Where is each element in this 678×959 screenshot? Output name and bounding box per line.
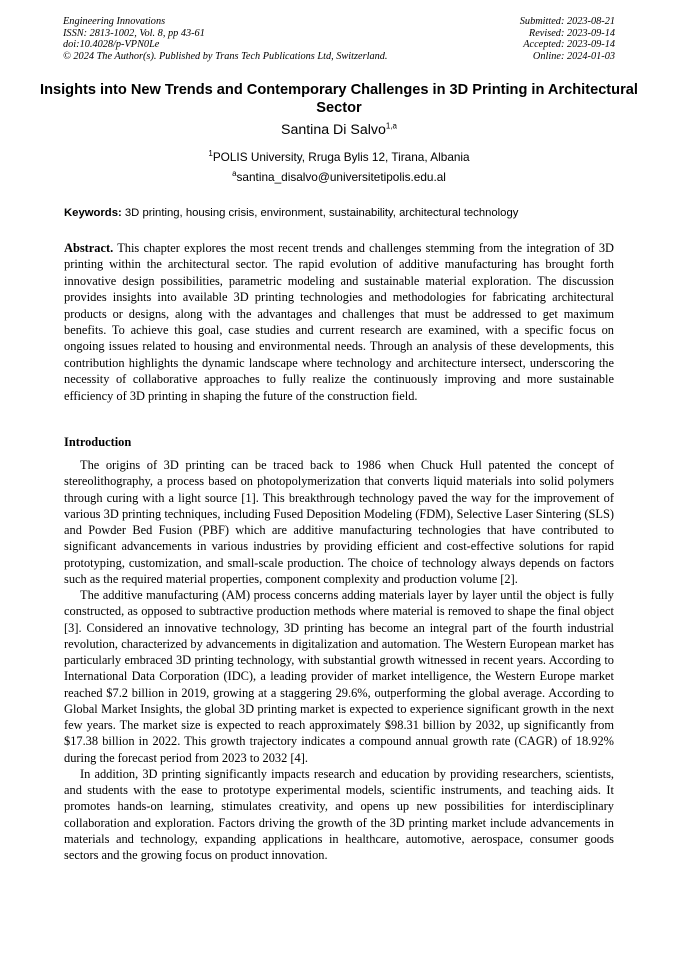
abstract-text: This chapter explores the most recent trends and challenges stemming from the integration of 3D printing within the architectural sector. The rapid evolution of additive manufacturing has brought forth innovative design possibilities, parametric modeling and sustainable material exploration. The discussion provides insights into available 3D printing technologies and methodologies for fabricating architectural products or designs, along with the advantages and challenges that must be addressed to get maximum benefits. To achieve this goal, case studies and current research are examined, with a specific focus on ongoing issues related to housing and environmental needs. Through an analysis of these developments, this contribution highlights the dynamic landscape where technology and architecture intersect, underscoring the necessity of collaborative approaches to fully realize the continuously improving and more sustainable efficiency of 3D printing in shaping the future of the construction field. [64,241,614,403]
author-name: Santina Di Salvo [280,122,386,138]
author-sup: 1,a [385,121,397,131]
affiliation [0,150,678,164]
journal-doi: doi:10.4028/p-VPN0Le [63,39,160,51]
journal-issn: ISSN: 2813-1002, Vol. 8, pp 43-61 [63,27,205,39]
affiliation-text: POLIS University, Rruga Bylis 12, Tirana, Albania [212,150,470,164]
revised-date: Revised: 2023-09-14 [528,27,615,39]
journal-name: Engineering Innovations [63,16,166,27]
section-heading-introduction: Introduction [64,435,132,449]
introduction-body [64,457,614,863]
affiliation-sup: 1 [208,149,213,159]
online-date: Online: 2024-01-03 [532,50,615,62]
journal-info [63,16,387,62]
paragraph: The additive manufacturing (AM) process concerns adding materials layer by layer until the object is fully constructed, as opposed to subtractive production methods where material is removed to shape the final object [3]. Considered an innovative technology, 3D printing has become an integral part of the fourth industrial revolution, characterized by advancements in digitalization and automation. The Western European market has particularly embraced 3D printing technology, with substantial growth witnessed in recent years. According to International Data Corporation (IDC), a leading provider of market intelligence, the Western Europe market reached $7.2 billion in 2019, growing at a staggering 29.6%, outperforming the global average. According to Global Market Insights, the global 3D printing market is expected to experience significant growth in the next few years. The market size is expected to reach approximately $98.31 billion by 2032, up significantly from $17.38 billion in 2022. This growth trajectory indicates a compound annual growth rate (CAGR) of 18.92% during the forecast period from 2023 to 2032 [4]. [64,588,614,765]
email-sup: a [232,169,237,179]
accepted-date: Accepted: 2023-09-14 [523,39,615,51]
journal-copyright: © 2024 The Author(s). Published by Trans Tech Publications Ltd, Switzerland. [63,50,388,62]
keywords [64,206,616,220]
keywords-text: 3D printing, housing crisis, environment, sustainability, architectural technology [121,207,519,219]
paragraph: In addition, 3D printing significantly impacts research and education by providing researchers, scientists, and students with the ease to prototype experimental models, scientific instruments, and teaching aids. It promotes hands-on learning, stimulates creativity, and opens up new possibilities for interdisciplinary collaboration and exploration. Factors driving the growth of the 3D printing market include advancements in materials and technology, expanding applications in healthcare, automotive, aerospace, consumer goods sectors and the growing focus on product innovation. [64,766,614,862]
paragraph: The origins of 3D printing can be traced back to 1986 when Chuck Hull patented the concept of stereolithography, a process based on photopolymerization that converts liquid materials into solid polymers through curing with a light source [1]. This breakthrough technology paved the way for the improvement of various 3D printing techniques, including Fused Deposition Modeling (FDM), Selective Laser Sintering (SLS) and Powder Bed Fusion (PBF) which are additive manufacturing technologies that have contributed to significant advancements in various industries by providing efficient and cost-effective solutions for rapid prototyping, customization, and small-scale production. The choice of technology always depends on factors such as the required material properties, component complexity and production volume [2]. [64,458,614,586]
paper-title: Insights into New Trends and Contemporary Challenges in 3D Printing in Architectural Sector [40,82,638,116]
author-email [0,170,678,184]
submitted-date: Submitted: 2023-08-21 [519,16,615,27]
abstract [64,240,614,404]
author-line [0,121,678,139]
keywords-label: Keywords: [64,207,122,219]
abstract-label: Abstract. [64,241,114,255]
submission-dates [520,16,615,62]
email-text: santina_disalvo@universitetipolis.edu.al [236,170,446,184]
